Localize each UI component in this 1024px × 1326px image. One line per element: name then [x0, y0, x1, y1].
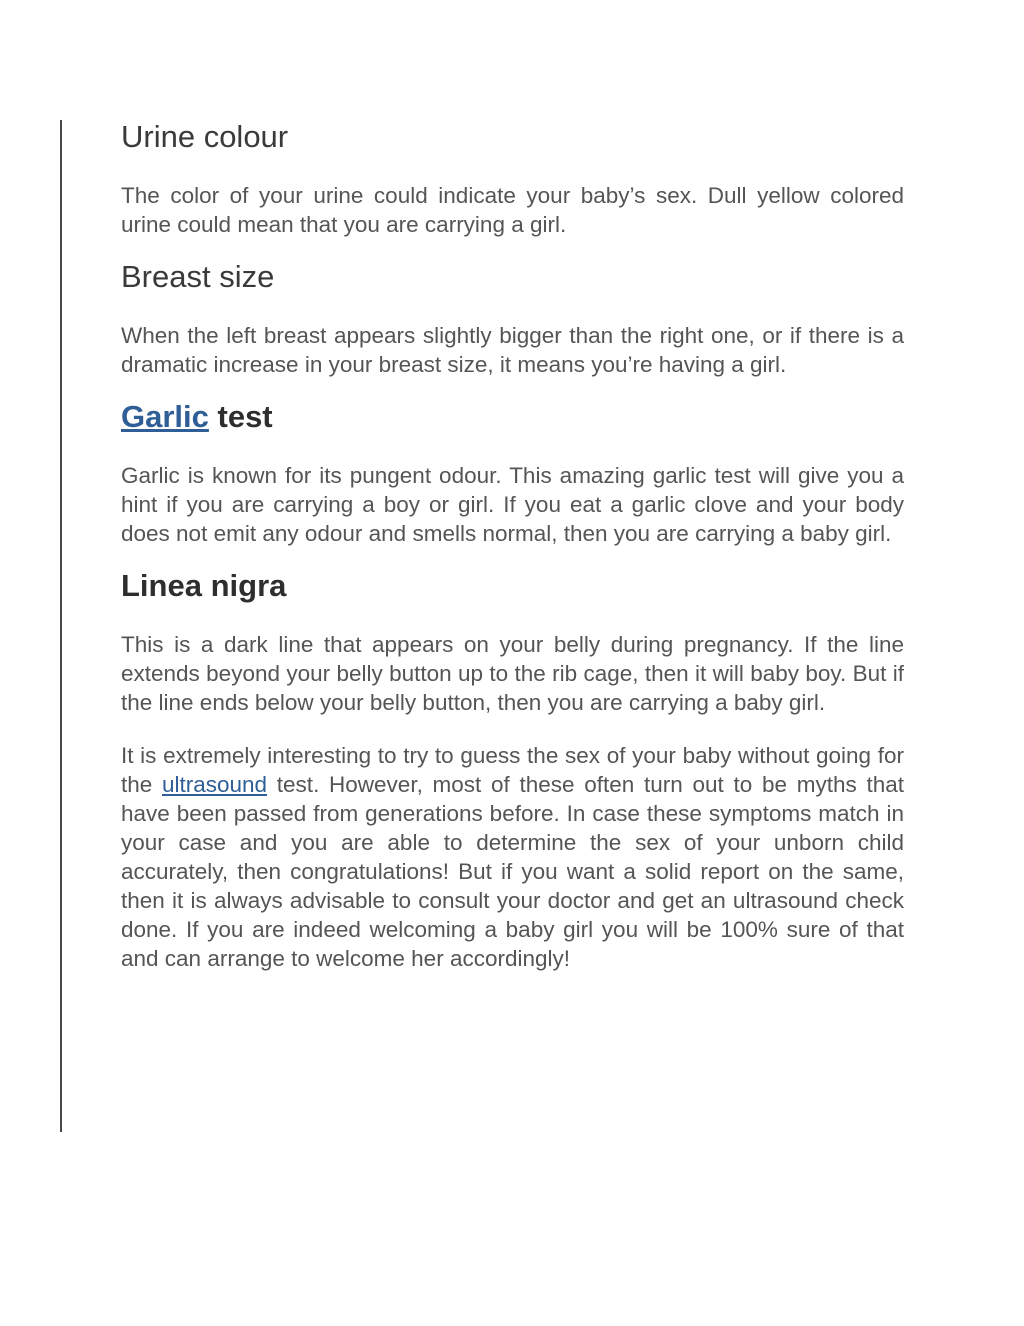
garlic-link[interactable]: Garlic	[121, 399, 209, 434]
heading-garlic-rest: test	[208, 399, 273, 434]
ultrasound-link[interactable]: ultrasound	[162, 772, 268, 797]
paragraph-breast-size: When the left breast appears slightly bigger than the right one, or if there is a dramatic increase in your breast size, it means you’re having a girl.	[121, 323, 904, 377]
paragraph-garlic-test: Garlic is known for its pungent odour. This amazing garlic test will give you a hint if you are carrying a boy or girl. If you eat a garlic clove and your body does not emit any odour and smells normal, then you are carrying a baby girl.	[121, 463, 904, 546]
heading-urine-colour: Urine colour	[121, 119, 289, 154]
margin-rule	[60, 120, 62, 1132]
conclusion-text-before-link: It is extremely interesting to try to guess the sex of your baby without going for the	[121, 743, 904, 797]
paragraph-conclusion	[121, 741, 904, 973]
heading-garlic-test	[121, 396, 904, 438]
paragraph-linea-nigra: This is a dark line that appears on your belly during pregnancy. If the line extends beyond your belly button up to the rib cage, then it will baby boy. But if the line ends below your belly button, then you are carrying a baby girl.	[121, 632, 904, 715]
heading-linea-nigra: Linea nigra	[121, 568, 287, 603]
heading-breast-size: Breast size	[121, 259, 275, 294]
document-body	[121, 116, 904, 973]
conclusion-text-after-link: test. However, most of these often turn out to be myths that have been passed from generations before. In case these symptoms match in your case and you are able to determine the sex of your unborn child accurately, then congratulations! But if you want a solid report on the same, then it is always advisable to consult your doctor and get an ultrasound check done. If you are indeed welcoming a baby girl you will be 100% sure of that and can arrange to welcome her accordingly!	[121, 772, 904, 971]
paragraph-urine-colour: The color of your urine could indicate your baby’s sex. Dull yellow colored urine could mean that you are carrying a girl.	[121, 183, 904, 237]
